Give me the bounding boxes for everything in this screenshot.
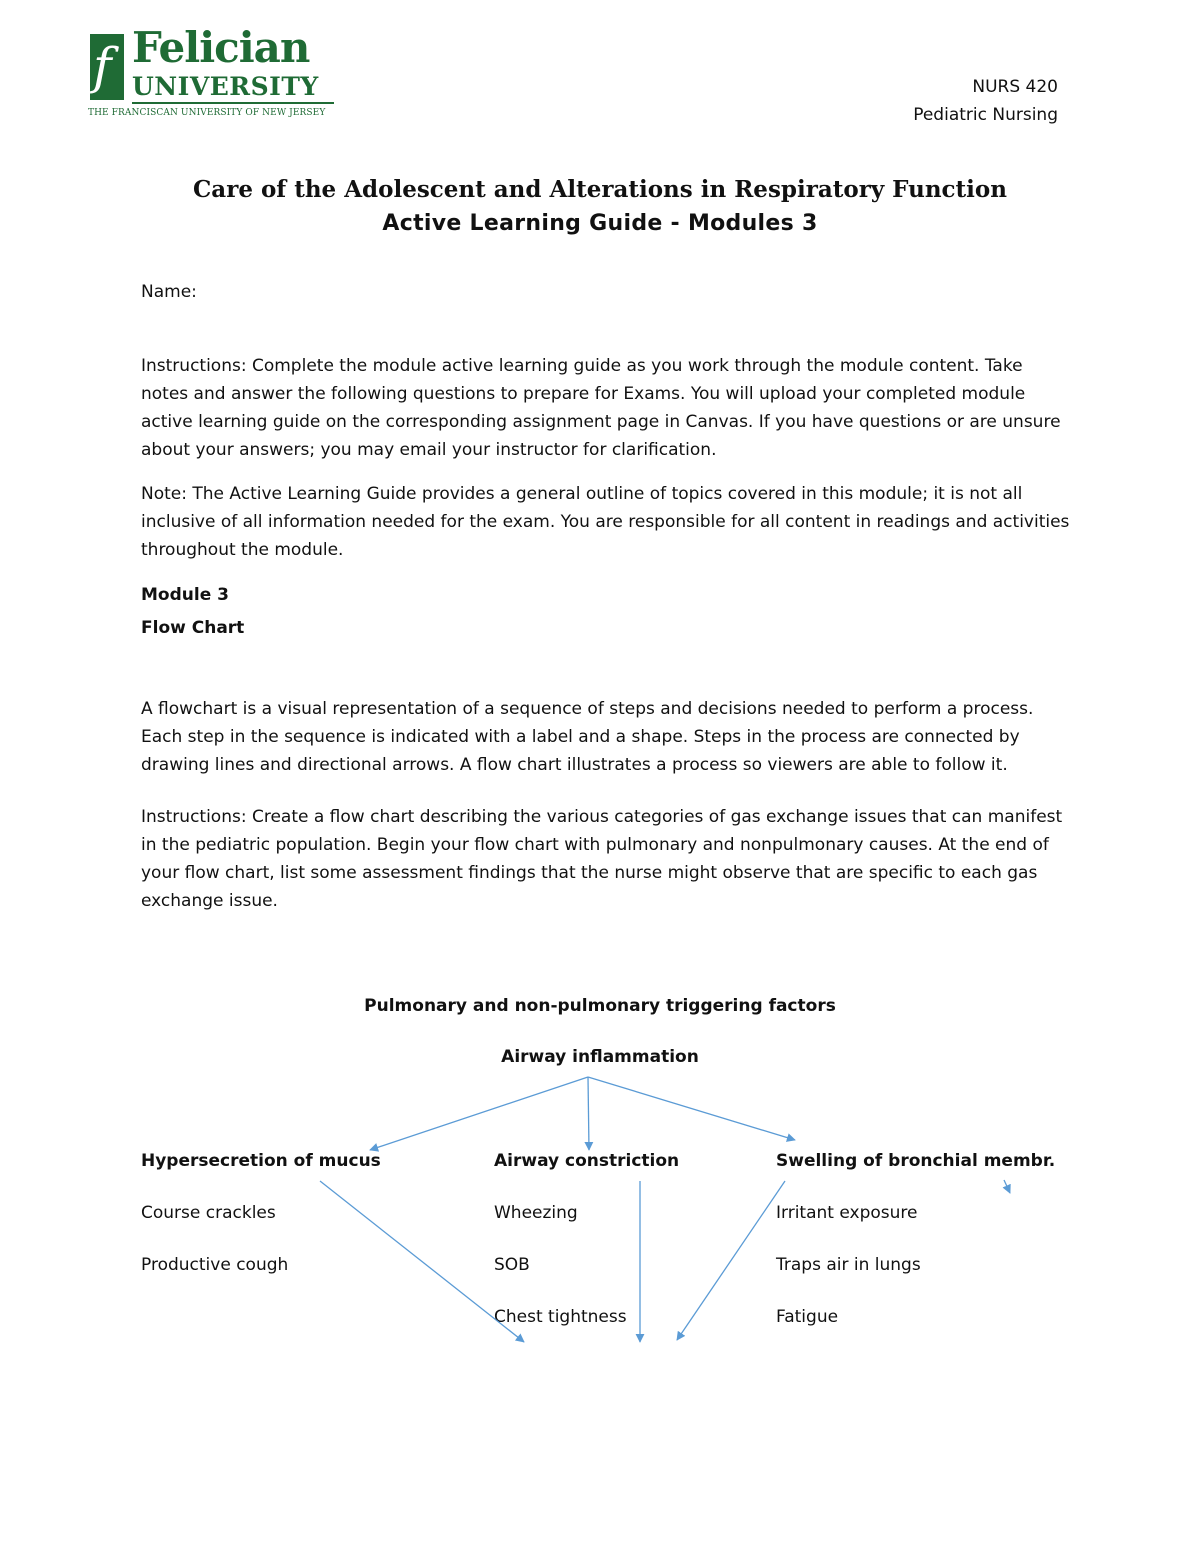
arrow-root-to-swelling xyxy=(588,1077,795,1140)
document-subtitle: Active Learning Guide - Modules 3 xyxy=(382,211,818,236)
flowchart-definition: A flowchart is a visual representation of a sequence of steps and decisions needed to perform a process. Each step in the sequence is indicated with a label and a shape. Steps in the process are connected by drawing lines and directional arrows. A flow chart illustrates a process so viewers are able to follow it. xyxy=(141,699,1034,775)
finding-productive-cough: Productive cough xyxy=(141,1255,289,1275)
arrow-hypersecretion-down xyxy=(320,1181,524,1342)
finding-chest-tightness: Chest tightness xyxy=(494,1307,627,1327)
finding-traps-air: Traps air in lungs xyxy=(776,1255,921,1275)
finding-irritant-exposure: Irritant exposure xyxy=(776,1203,918,1223)
note-paragraph: Note: The Active Learning Guide provides a general outline of topics covered in this module; it is not all inclusive of all information needed for the exam. You are responsible for all content in readings and activities throughout the module. xyxy=(141,484,1070,560)
finding-sob: SOB xyxy=(494,1255,530,1275)
flowchart-root-node: Airway inflammation xyxy=(501,1047,699,1067)
flowchart-branch-constriction: Airway constriction xyxy=(494,1151,680,1171)
logo-subtitle: UNIVERSITY xyxy=(132,72,319,101)
arrow-root-to-hypersecretion xyxy=(370,1077,588,1150)
logo-mark: f xyxy=(90,34,124,100)
instructions-paragraph: Instructions: Complete the module active learning guide as you work through the module content. Take notes and answer the following questions to prepare for Exams. You will upload your completed module active learning guide on the corresponding assignment page in Canvas. If you have questions or are unsure about your answers; you may email your instructor for clarification. xyxy=(141,356,1061,460)
name-field-label: Name: xyxy=(141,282,197,302)
arrow-swelling-down xyxy=(677,1181,785,1340)
finding-wheezing: Wheezing xyxy=(494,1203,578,1223)
arrow-stray xyxy=(1004,1180,1010,1193)
logo-name: Felician xyxy=(132,23,310,72)
flowchart-heading: Flow Chart xyxy=(141,618,245,638)
flowchart-branch-hypersecretion: Hypersecretion of mucus xyxy=(141,1151,381,1171)
logo-tagline: THE FRANCISCAN UNIVERSITY OF NEW JERSEY xyxy=(88,108,326,118)
finding-fatigue: Fatigue xyxy=(776,1307,839,1327)
module-heading: Module 3 xyxy=(141,585,229,605)
course-code: NURS 420 xyxy=(972,77,1058,97)
finding-course-crackles: Course crackles xyxy=(141,1203,276,1223)
flowchart-branch-swelling: Swelling of bronchial membr. xyxy=(776,1151,1056,1171)
arrow-root-to-constriction xyxy=(588,1077,589,1150)
course-name: Pediatric Nursing xyxy=(913,105,1058,125)
document-title: Care of the Adolescent and Alterations in Respiratory Function xyxy=(193,176,1007,203)
flowchart-instructions: Instructions: Create a flow chart describing the various categories of gas exchange issues that can manifest in the pediatric population. Begin your flow chart with pulmonary and nonpulmonary causes. At the end of your flow chart, list some assessment findings that the nurse might observe that are specific to each gas exchange issue. xyxy=(141,807,1063,911)
flowchart-top-node: Pulmonary and non-pulmonary triggering factors xyxy=(364,996,836,1016)
